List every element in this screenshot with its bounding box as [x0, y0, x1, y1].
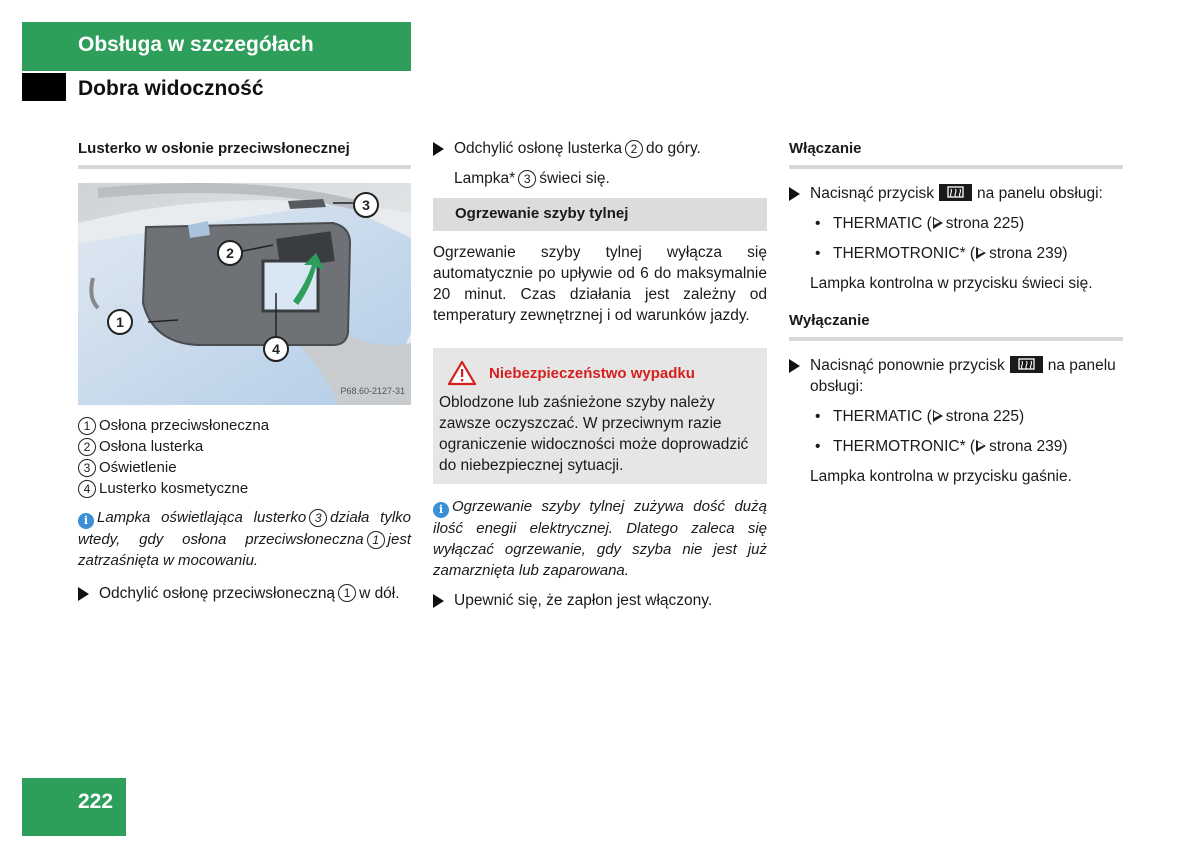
step-arrow-icon [789, 359, 800, 373]
list-item: • THERMATIC ( strona 225) [815, 408, 1025, 425]
list-item: • THERMOTRONIC* ( strona 239) [815, 438, 1068, 455]
heating-paragraph: Ogrzewanie szyby tylnej wyłącza się automatycznie po upływie od 6 do maksymalnie 20 minut. Czas działania jest zależny od temperatury zewnętrznej i od warunków jazdy. [433, 244, 767, 324]
instruction-step: Nacisnąć ponownie przycisk na panelu obsługi: [789, 355, 1123, 397]
figure-legend [78, 415, 411, 499]
figure-callout-1 [108, 310, 132, 334]
rear-window-heating-heading: Ogrzewanie szyby tylnej [433, 198, 767, 231]
info-icon: i [78, 513, 94, 529]
warning-text: Oblodzone lub zaśnieżone szyby należy zawsze oczyszczać. W przeciwnym razie ograniczenie widoczności może doprowadzić do niebezpiecznej sytuacji. [439, 394, 749, 474]
svg-text:1: 1 [116, 314, 124, 330]
instruction-step: Odchylić osłonę lusterka 2 do góry. [433, 138, 767, 159]
info-icon: i [433, 502, 449, 518]
figure-code: P68.60-2127-31 [340, 386, 405, 396]
svg-text:3: 3 [362, 197, 370, 213]
callout-number: 1 [367, 531, 385, 549]
figure-callout-4 [264, 337, 288, 361]
page-reference-icon [933, 217, 943, 229]
svg-text:4: 4 [272, 341, 280, 357]
legend-text: Osłona przeciwsłoneczna [99, 417, 270, 434]
callout-number: 2 [78, 438, 96, 456]
list-item: • THERMATIC ( strona 225) [815, 215, 1025, 232]
callout-number: 3 [309, 509, 327, 527]
callout-number: 1 [78, 417, 96, 435]
step-arrow-icon [78, 587, 89, 601]
subsection-marker [22, 73, 66, 101]
callout-number: 3 [78, 459, 96, 477]
step-arrow-icon [433, 142, 444, 156]
mirror-heading: Lusterko w osłonie przeciwsłonecznej [78, 138, 411, 169]
callout-number: 2 [625, 140, 643, 158]
step-result: Lampka* 3 świeci się. [454, 170, 610, 187]
switch-off-heading: Wyłączanie [789, 310, 1123, 341]
warning-triangle-icon [447, 360, 477, 386]
rear-window-defrost-icon [1010, 356, 1043, 373]
subsection-title: Dobra widoczność [78, 77, 264, 100]
switch-on-heading: Włączanie [789, 138, 1123, 169]
callout-number: 1 [338, 584, 356, 602]
svg-text:2: 2 [226, 245, 234, 261]
info-note: i Ogrzewanie szyby tylnej zużywa dość dużą ilość enegii elektrycznej. Dlatego zaleca się wyłączać ogrzewanie, gdy szyba nie jest już zamarznięta lub zaparowana. [433, 498, 767, 579]
step-arrow-icon [789, 187, 800, 201]
legend-item [78, 457, 411, 478]
page-reference-icon [976, 247, 986, 259]
info-note: i Lampka oświetlająca lusterko 3 działa tylko wtedy, gdy osłona przeciwsłoneczna 1 jest zatrzaśnięta w mocowaniu. [78, 509, 411, 569]
column-2 [433, 138, 767, 611]
legend-item [78, 436, 411, 457]
page-number: 222 [78, 790, 114, 813]
column-3 [789, 138, 1123, 487]
legend-text: Lusterko kosmetyczne [99, 480, 249, 497]
page-reference-icon [933, 410, 943, 422]
legend-text: Oświetlenie [99, 459, 177, 476]
warning-header [439, 360, 761, 386]
instruction-step: Odchylić osłonę przeciwsłoneczną 1 w dół. [78, 583, 411, 604]
legend-text: Osłona lusterka [99, 438, 204, 455]
legend-item [78, 415, 411, 436]
figure-callout-3 [354, 193, 378, 217]
section-title: Obsługa w szczegółach [78, 33, 314, 56]
rear-window-defrost-icon [939, 184, 972, 201]
step-result: Lampka kontrolna w przycisku świeci się. [810, 275, 1093, 292]
legend-item [78, 478, 411, 499]
list-item: • THERMOTRONIC* ( strona 239) [815, 245, 1068, 262]
step-result: Lampka kontrolna w przycisku gaśnie. [810, 468, 1072, 485]
warning-title: Niebezpieczeństwo wypadku [489, 364, 695, 382]
sun-visor-figure [78, 183, 411, 405]
callout-number: 4 [78, 480, 96, 498]
sun-visor-illustration [78, 183, 411, 405]
column-1 [78, 138, 411, 604]
step-arrow-icon [433, 594, 444, 608]
warning-box [433, 348, 767, 484]
page-reference-icon [976, 440, 986, 452]
instruction-step: Nacisnąć przycisk na panelu obsługi: [789, 183, 1123, 204]
instruction-step: Upewnić się, że zapłon jest włączony. [433, 590, 767, 611]
figure-callout-2 [218, 241, 242, 265]
callout-number: 3 [518, 170, 536, 188]
